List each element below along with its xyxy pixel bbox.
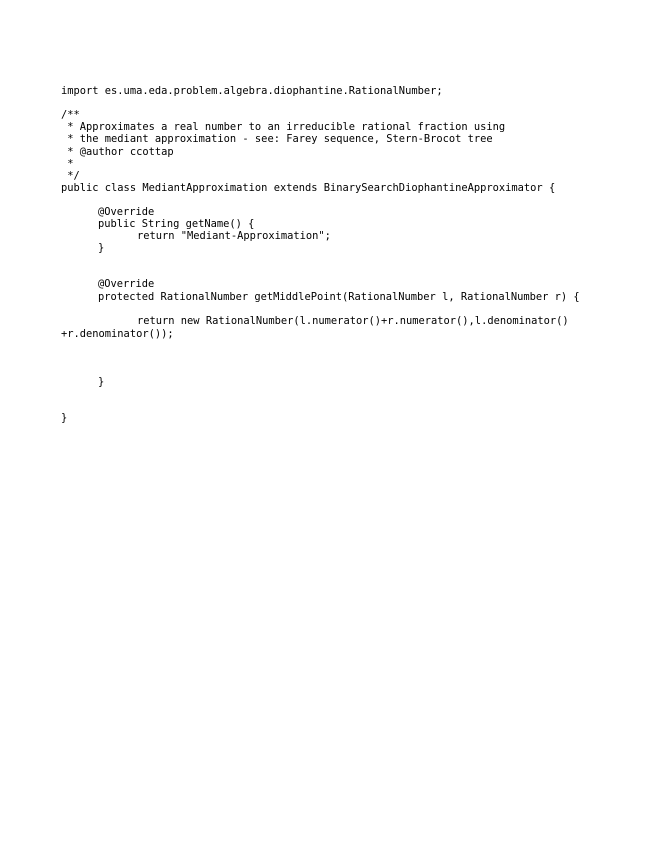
return-continuation: +r.denominator()); [61, 328, 174, 340]
javadoc-line: * [61, 158, 74, 170]
class-declaration: public class MediantApproximation extends BinarySearchDiophantineApproximator { [61, 182, 556, 194]
override-annotation: @Override [98, 278, 155, 290]
javadoc-line: * Approximates a real number to an irreducible rational fraction using [61, 121, 506, 133]
method-signature-getmiddlepoint: protected RationalNumber getMiddlePoint(RationalNumber l, RationalNumber r) { [98, 291, 580, 303]
javadoc-open: /** [61, 109, 80, 121]
return-statement: return new RationalNumber(l.numerator()+r.numerator(),l.denominator() [137, 315, 569, 327]
javadoc-close: */ [61, 170, 80, 182]
return-statement: return "Mediant-Approximation"; [137, 230, 331, 242]
closing-brace: } [98, 242, 105, 254]
closing-brace: } [98, 376, 105, 388]
import-statement: import es.uma.eda.problem.algebra.diophantine.RationalNumber; [61, 85, 443, 97]
javadoc-line: * the mediant approximation - see: Farey sequence, Stern-Brocot tree [61, 133, 493, 145]
javadoc-author: * @author ccottap [61, 146, 174, 158]
override-annotation: @Override [98, 206, 155, 218]
method-signature-getname: public String getName() { [98, 218, 255, 230]
class-closing-brace: } [61, 412, 68, 424]
